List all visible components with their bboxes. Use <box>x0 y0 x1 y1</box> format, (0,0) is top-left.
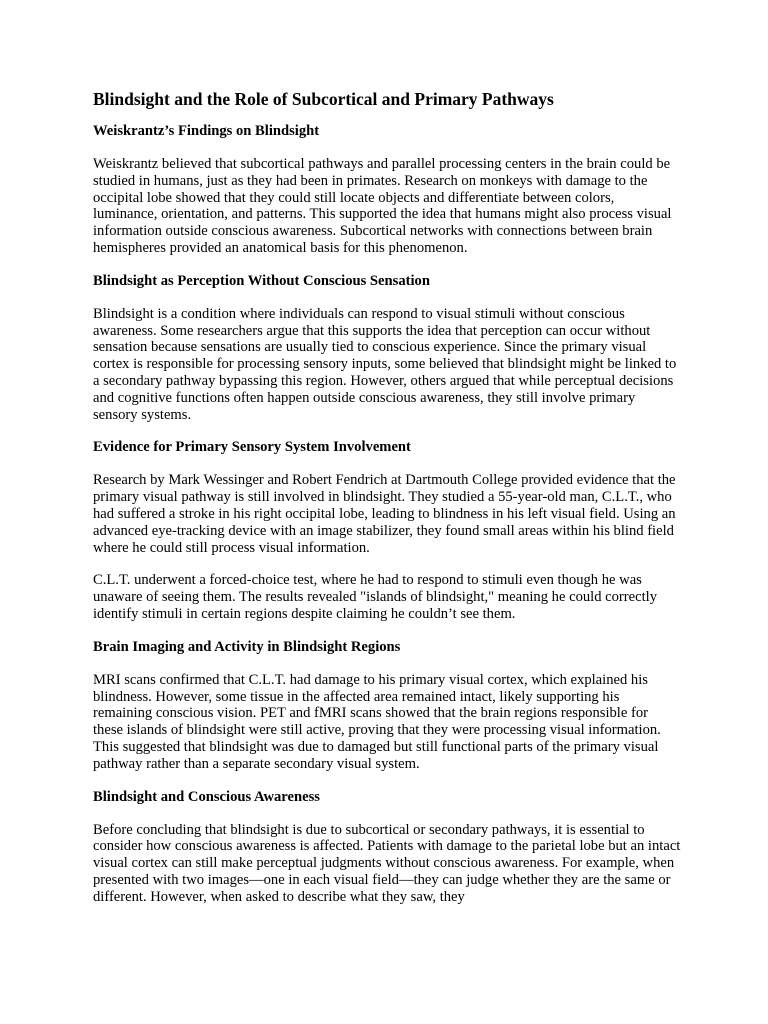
paragraph-perception-without-sensation: Blindsight is a condition where individuals can respond to visual stimuli without conscious awareness. Some researchers argue that this supports the idea that perception can occur without sensation because sensations are usually tied to conscious experience. Since the primary visual cortex is responsible for processing sensory inputs, some believed that blindsight might be linked to a secondary pathway bypassing this region. However, others argued that while perceptual decisions and cognitive functions often happen outside conscious awareness, they still involve primary sensory systems. <box>93 305 677 423</box>
paragraph-brain-imaging: MRI scans confirmed that C.L.T. had damage to his primary visual cortex, which explained his blindness. However, some tissue in the affected area remained intact, likely supporting his remaining conscious vision. PET and fMRI scans showed that the brain regions responsible for these islands of blindsight were still active, proving that they were processing visual information. This suggested that blindsight was due to damaged but still functional parts of the primary visual pathway rather than a separate secondary visual system. <box>93 671 661 772</box>
section-heading-weiskrantz-findings: Weiskrantz’s Findings on Blindsight <box>93 123 320 139</box>
document-body <box>93 88 681 922</box>
section-heading-perception-without-sensation: Blindsight as Perception Without Conscious Sensation <box>93 272 430 289</box>
section-heading-brain-imaging: Brain Imaging and Activity in Blindsight Regions <box>93 638 401 655</box>
section-heading-conscious-awareness: Blindsight and Conscious Awareness <box>93 788 320 805</box>
document-title: Blindsight and the Role of Subcortical and Primary Pathways <box>93 89 554 109</box>
paragraph-weiskrantz-findings: Weiskrantz believed that subcortical pathways and parallel processing centers in the brain could be studied in humans, just as they had been in primates. Research on monkeys with damage to the occipital lobe showed that they could still locate objects and differentiate between colors, luminance, orientation, and patterns. This supported the idea that humans might also process visual information outside conscious awareness. Subcortical networks with connections between brain hemispheres provided an anatomical basis for this phenomenon. <box>93 156 672 256</box>
paragraph-primary-sensory-evidence-2: C.L.T. underwent a forced-choice test, where he had to respond to stimuli even though he was unaware of seeing them. The results revealed "islands of blindsight," meaning he could correctly identify stimuli in certain regions despite claiming he couldn’t see them. <box>93 572 658 622</box>
section-heading-primary-sensory-evidence: Evidence for Primary Sensory System Involvement <box>93 439 411 456</box>
paragraph-conscious-awareness: Before concluding that blindsight is due to subcortical or secondary pathways, it is essential to consider how conscious awareness is affected. Patients with damage to the parietal lobe but an intact visual cortex can still make perceptual judgments without conscious awareness. For example, when presented with two images—one in each visual field—they can judge whether they are the same or different. However, when asked to describe what they saw, they <box>93 821 681 905</box>
paragraph-primary-sensory-evidence-1: Research by Mark Wessinger and Robert Fendrich at Dartmouth College provided evidence that the primary visual pathway is still involved in blindsight. They studied a 55-year-old man, C.L.T., who had suffered a stroke in his right occipital lobe, leading to blindness in his left visual field. Using an advanced eye-tracking device with an image stabilizer, they found small areas within his blind field where he could still process visual information. <box>93 472 676 556</box>
